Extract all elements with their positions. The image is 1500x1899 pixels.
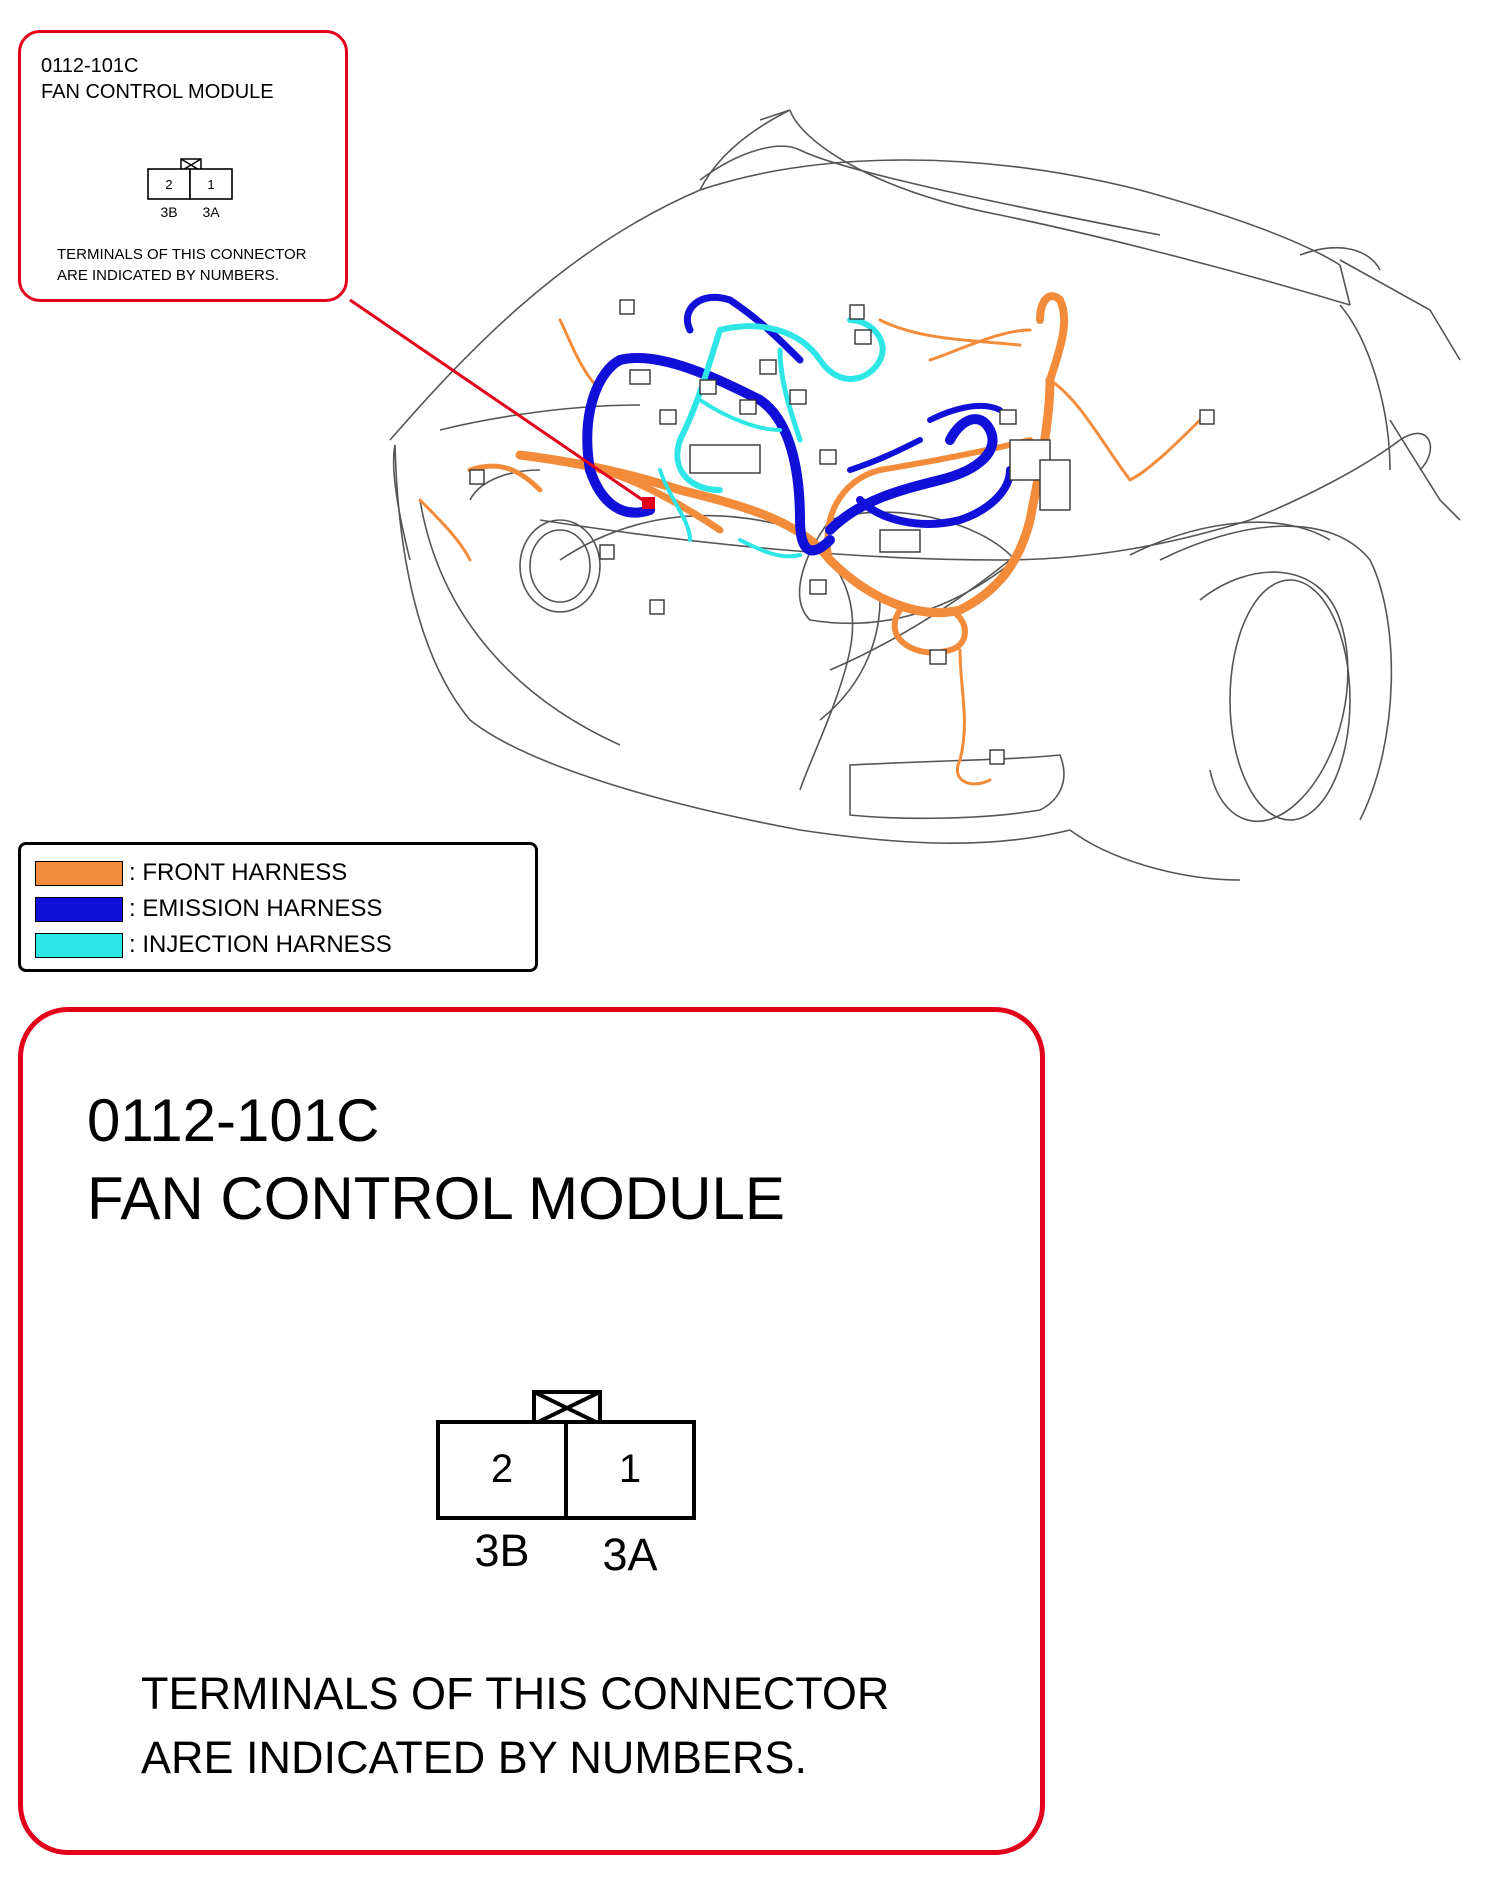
- connector-callout-small: [18, 30, 348, 302]
- terminal-label-3b-small: 3B: [160, 204, 178, 220]
- connector-face-large: [408, 1382, 728, 1582]
- car-body-outline: [390, 110, 1460, 880]
- front-harness-swatch: [35, 861, 123, 886]
- injection-harness-swatch: [35, 933, 123, 958]
- connector-name-large: FAN CONTROL MODULE: [87, 1165, 785, 1232]
- terminal-number-1-small: 1: [207, 177, 215, 192]
- connector-code-small: [41, 53, 274, 105]
- legend-item-front-harness: [35, 859, 347, 887]
- terminal-label-3b: 3B: [474, 1525, 530, 1576]
- terminal-label-3a-small: 3A: [202, 204, 220, 220]
- connector-face-small: [141, 153, 241, 223]
- legend-label: : EMISSION HARNESS: [129, 895, 383, 922]
- locator-leader-line: [350, 300, 650, 505]
- legend-item-injection-harness: [35, 931, 392, 959]
- note-line-2-large: ARE INDICATED BY NUMBERS.: [141, 1732, 807, 1783]
- connector-code-large: [87, 1082, 785, 1238]
- connector-callout-large: [18, 1007, 1045, 1855]
- terminal-number-2: 2: [490, 1447, 514, 1491]
- front-harness-wires: [420, 296, 1200, 784]
- note-line-1: TERMINALS OF THIS CONNECTOR: [57, 246, 307, 263]
- terminal-note-small: [57, 244, 306, 286]
- harness-legend: [18, 842, 538, 972]
- connector-name: FAN CONTROL MODULE: [41, 81, 274, 103]
- harness-connectors: [470, 300, 1214, 764]
- legend-item-emission-harness: [35, 895, 382, 923]
- emission-harness-swatch: [35, 897, 123, 922]
- note-line-2: ARE INDICATED BY NUMBERS.: [57, 267, 279, 284]
- terminal-number-2-small: 2: [165, 177, 173, 192]
- legend-label: : INJECTION HARNESS: [129, 931, 392, 958]
- terminal-label-3a: 3A: [602, 1529, 658, 1580]
- note-line-1-large: TERMINALS OF THIS CONNECTOR: [141, 1668, 890, 1719]
- terminal-number-1: 1: [618, 1447, 642, 1491]
- fan-control-module-locator: [642, 497, 655, 509]
- legend-label: : FRONT HARNESS: [129, 859, 348, 886]
- terminal-note-large: [141, 1662, 889, 1790]
- connector-id-large: 0112-101C: [87, 1087, 380, 1154]
- connector-id: 0112-101C: [41, 55, 139, 77]
- emission-harness-wires: [587, 297, 1010, 550]
